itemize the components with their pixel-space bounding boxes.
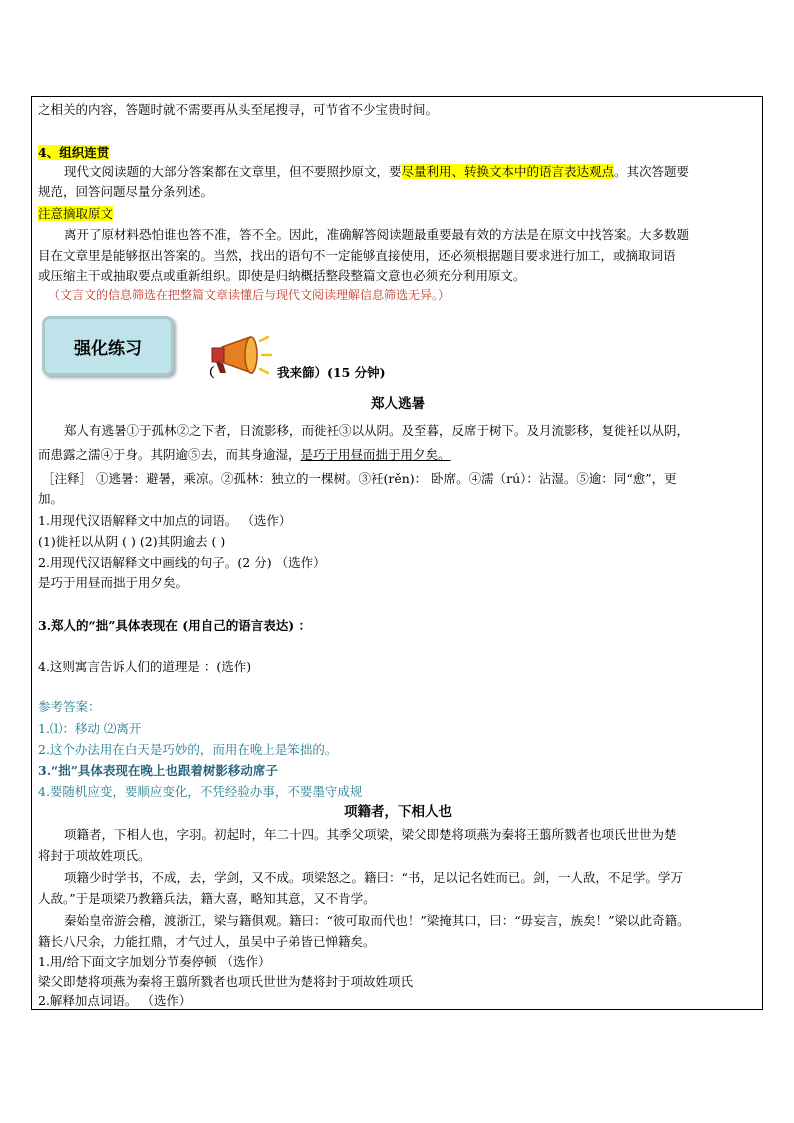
note-heading xyxy=(38,205,113,222)
question: 1.用现代汉语解释文中加点的词语。 （选作） xyxy=(38,513,292,528)
question-text: 梁父即楚将项燕为秦将王翦所戮者也项氏世世为楚将封于项故姓项氏 xyxy=(38,974,414,989)
heading-highlight: 4、组织连贯 xyxy=(38,145,110,160)
practice-badge: 强化练习 xyxy=(42,316,174,376)
document-frame xyxy=(31,96,763,1010)
answer-line: 2.这个办法用在白天是巧妙的，而用在晚上是笨拙的。 xyxy=(38,742,338,757)
passage-line: 将封于项故姓项氏。 xyxy=(38,848,151,863)
note-heading-text: 注意摘取原文 xyxy=(38,206,114,221)
text-line: 目在文章里是能够抠出答案的。当然，找出的语句不一定能够直接使用，还必须根据题目要求进行加工，或摘取词语 xyxy=(38,248,676,263)
section-subtitle xyxy=(202,364,215,381)
answers-heading: 参考答案： xyxy=(38,699,101,714)
text-line: 离开了原材料恐怕谁也答不准，答不全。因此，准确解答阅读题最重要最有效的方法是在原文中找答案。大多数题 xyxy=(64,227,690,242)
question-blank: (1)徙衽以从阴 ( ) (2)其阴逾去 ( ) xyxy=(38,534,226,549)
underlined-sentence: 是巧于用昼而拙于用夕矣。 xyxy=(300,447,451,462)
answer-line: 4.要随机应变，要顺应变化，不凭经验办事，不要墨守成规 xyxy=(38,784,363,799)
passage-line xyxy=(38,446,451,463)
text-line: 规范，回答问题尽量分条列述。 xyxy=(38,184,214,199)
text-line: 或压缩主干或抽取要点或重新组织。即使是归纳概括整段整篇文意也必须充分利用原文。 xyxy=(38,268,526,283)
passage-line: 秦始皇帝游会稽，渡浙江，梁与籍俱观。籍曰：“彼可取而代也！”梁掩其口，曰：“毋妄言，族矣！”梁以此奇籍。 xyxy=(64,913,690,928)
passage-line: 人敌。”于是项梁乃教籍兵法，籍大喜，略知其意，又不肯学。 xyxy=(38,891,376,906)
section-subtitle-rest: 我来篩）(15 分钟) xyxy=(277,365,386,380)
subtitle-paren: （ xyxy=(202,365,215,380)
text-line xyxy=(38,163,689,180)
passage-title: 郑人逃暑 xyxy=(371,396,425,412)
passage-line: 项籍者，下相人也，字羽。初起时，年二十四。其季父项梁，梁父即楚将项燕为秦将王翦所戮者也项氏世世为楚 xyxy=(64,827,677,842)
text-span: 而患露之濡④于身。其阴逾⑤去，而其身逾湿， xyxy=(38,447,301,462)
section-heading xyxy=(38,144,109,161)
red-note: （文言文的信息筛选在把整篇文章读懂后与现代文阅读理解信息筛选无异。） xyxy=(48,288,451,302)
question: 1.用/给下面文字加划分节奏停顿 （选作） xyxy=(38,954,271,969)
passage-title: 项籍者，下相人也 xyxy=(344,804,452,820)
question: 3.郑人的“拙”具体表现在 (用自己的语言表达) ： xyxy=(38,618,311,633)
text-span: 现代文阅读题的大部分答案都在文章里，但不要照抄原文，要 xyxy=(64,164,402,179)
passage-line: 籍长八尺余，力能扛鼎，才气过人，虽吴中子弟皆已惮籍矣。 xyxy=(38,934,376,949)
highlighted-phrase: 尽量利用、转换文本中的语言表达观点 xyxy=(401,164,615,179)
question: 2.解释加点词语。 （选作） xyxy=(38,993,192,1008)
annotation-line: 加。 xyxy=(38,491,64,506)
passage-line: 郑人有逃暑①于孤林②之下者，日流影移，而徙衽③以从阴。及至暮，反席于树下。及月流影移，复徙衽以从阴， xyxy=(64,423,690,438)
annotation-line: ［注释］ ①逃暑：避暑，乘凉。②孤林：独立的一棵树。③衽(rěn)： 卧席。④濡（rú）：沾湿。⑤逾：同“愈”，更 xyxy=(42,471,677,486)
question: 2.用现代汉语解释文中画线的句子。(2 分) （选作） xyxy=(38,555,326,570)
text-span: 。其次答题要 xyxy=(614,164,690,179)
passage-line: 项籍少时学书，不成，去，学剑，又不成。项梁怒之。籍曰：“书，足以记名姓而已。剑，一人敌，不足学。学万 xyxy=(64,870,683,885)
answer-line: 1.⑴：移动 ⑵离开 xyxy=(38,721,142,736)
text-line: 之相关的内容，答题时就不需要再从头至尾搜寻，可节省不少宝贵时间。 xyxy=(38,102,439,117)
question-answer-line: 是巧于用昼而拙于用夕矣。 xyxy=(38,575,189,590)
answer-line: 3.“拙”具体表现在晚上也跟着树影移动席子 xyxy=(38,763,278,778)
question: 4.这则寓言告诉人们的道理是 ：(选作) xyxy=(38,659,252,674)
